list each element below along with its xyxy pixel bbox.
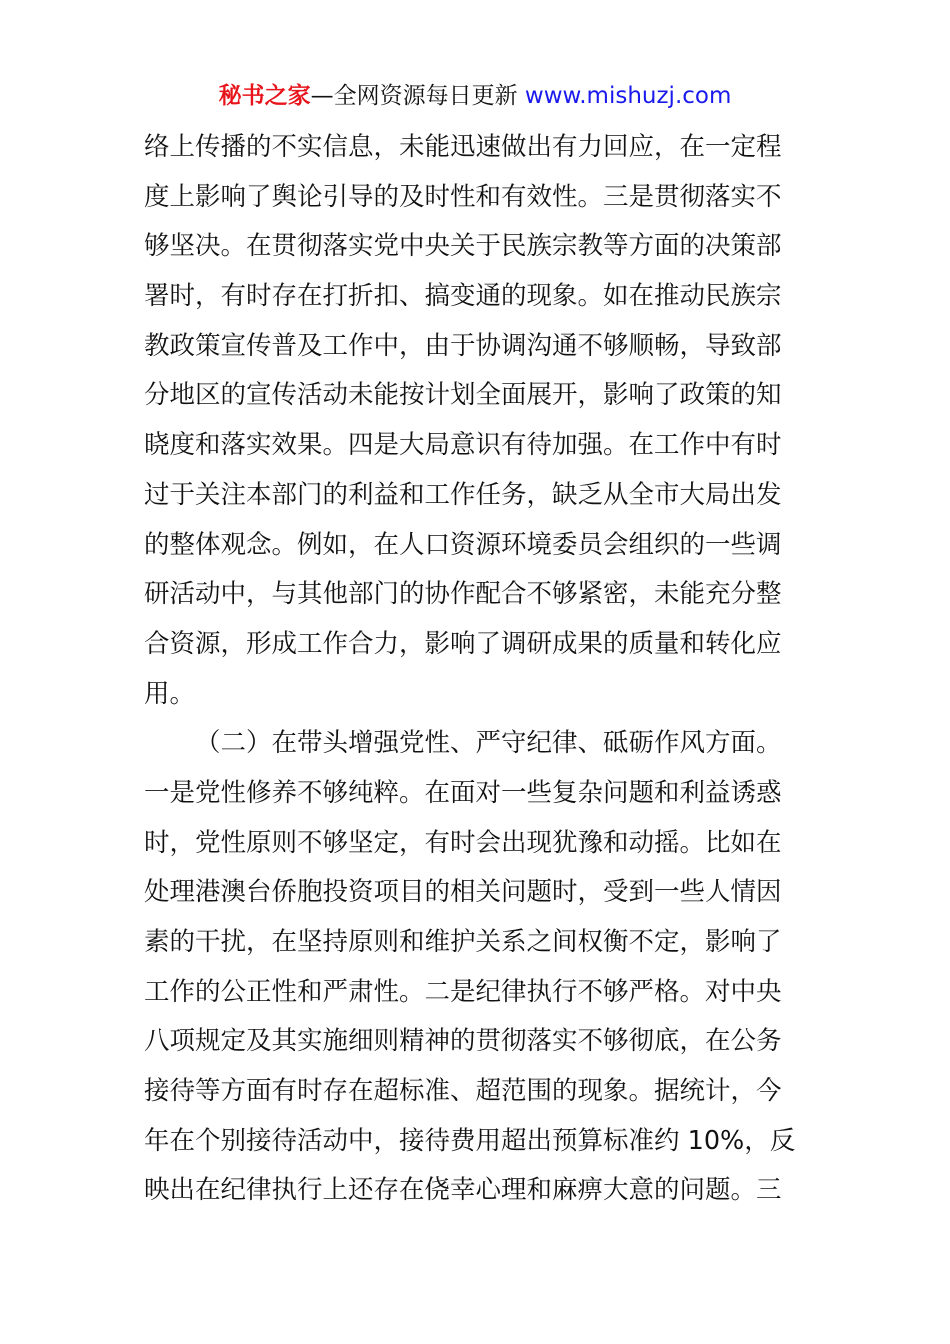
body-line: 工作的公正性和严肃性。二是纪律执行不够严格。对中央 [144,976,782,1007]
body-line: 教政策宣传普及工作中，由于协调沟通不够顺畅，导致部 [144,330,782,361]
body-line: 一是党性修养不够纯粹。在面对一些复杂问题和利益诱惑 [144,777,782,808]
body-line: 够坚决。在贯彻落实党中央关于民族宗教等方面的决策部 [144,231,782,262]
body-line: 分地区的宣传活动未能按计划全面展开，影响了政策的知 [144,380,782,411]
body-line: 八项规定及其实施细则精神的贯彻落实不够彻底，在公务 [144,1026,782,1057]
body-line: 时，党性原则不够坚定，有时会出现犹豫和动摇。比如在 [144,827,782,858]
site-header [0,80,950,112]
body-line: 的整体观念。例如，在人口资源环境委员会组织的一些调 [144,529,782,560]
section-heading: （二）在带头增强党性、严守纪律、砥砺作风方面。 [195,728,782,759]
body-line: 度上影响了舆论引导的及时性和有效性。三是贯彻落实不 [144,181,782,212]
body-line: 研活动中，与其他部门的协作配合不够紧密，未能充分整 [144,579,782,610]
body-line: 处理港澳台侨胞投资项目的相关问题时，受到一些人情因 [144,877,782,908]
body-line: 映出在纪律执行上还存在侥幸心理和麻痹大意的问题。三 [144,1175,782,1206]
body-line: 素的干扰，在坚持原则和维护关系之间权衡不定，影响了 [144,927,782,957]
body-line: 接待等方面有时存在超标准、超范围的现象。据统计，今 [144,1076,782,1107]
site-url-link[interactable]: www.mishuzj.com [524,83,732,109]
body-line: 用。 [144,678,196,709]
document-body [144,123,809,1216]
body-line: 过于关注本部门的利益和工作任务，缺乏从全市大局出发 [144,479,782,510]
body-line: 署时，有时存在打折扣、搞变通的现象。如在推动民族宗 [144,281,782,312]
body-line: 合资源，形成工作合力，影响了调研成果的质量和转化应 [144,628,782,659]
body-line: 络上传播的不实信息，未能迅速做出有力回应，在一定程 [144,132,782,162]
site-brand: 秘书之家 [218,83,311,109]
body-line: 晓度和落实效果。四是大局意识有待加强。在工作中有时 [144,430,782,461]
body-line: 年在个别接待活动中，接待费用超出预算标准约 10%，反 [144,1125,796,1156]
site-tagline: —全网资源每日更新 [310,83,525,109]
